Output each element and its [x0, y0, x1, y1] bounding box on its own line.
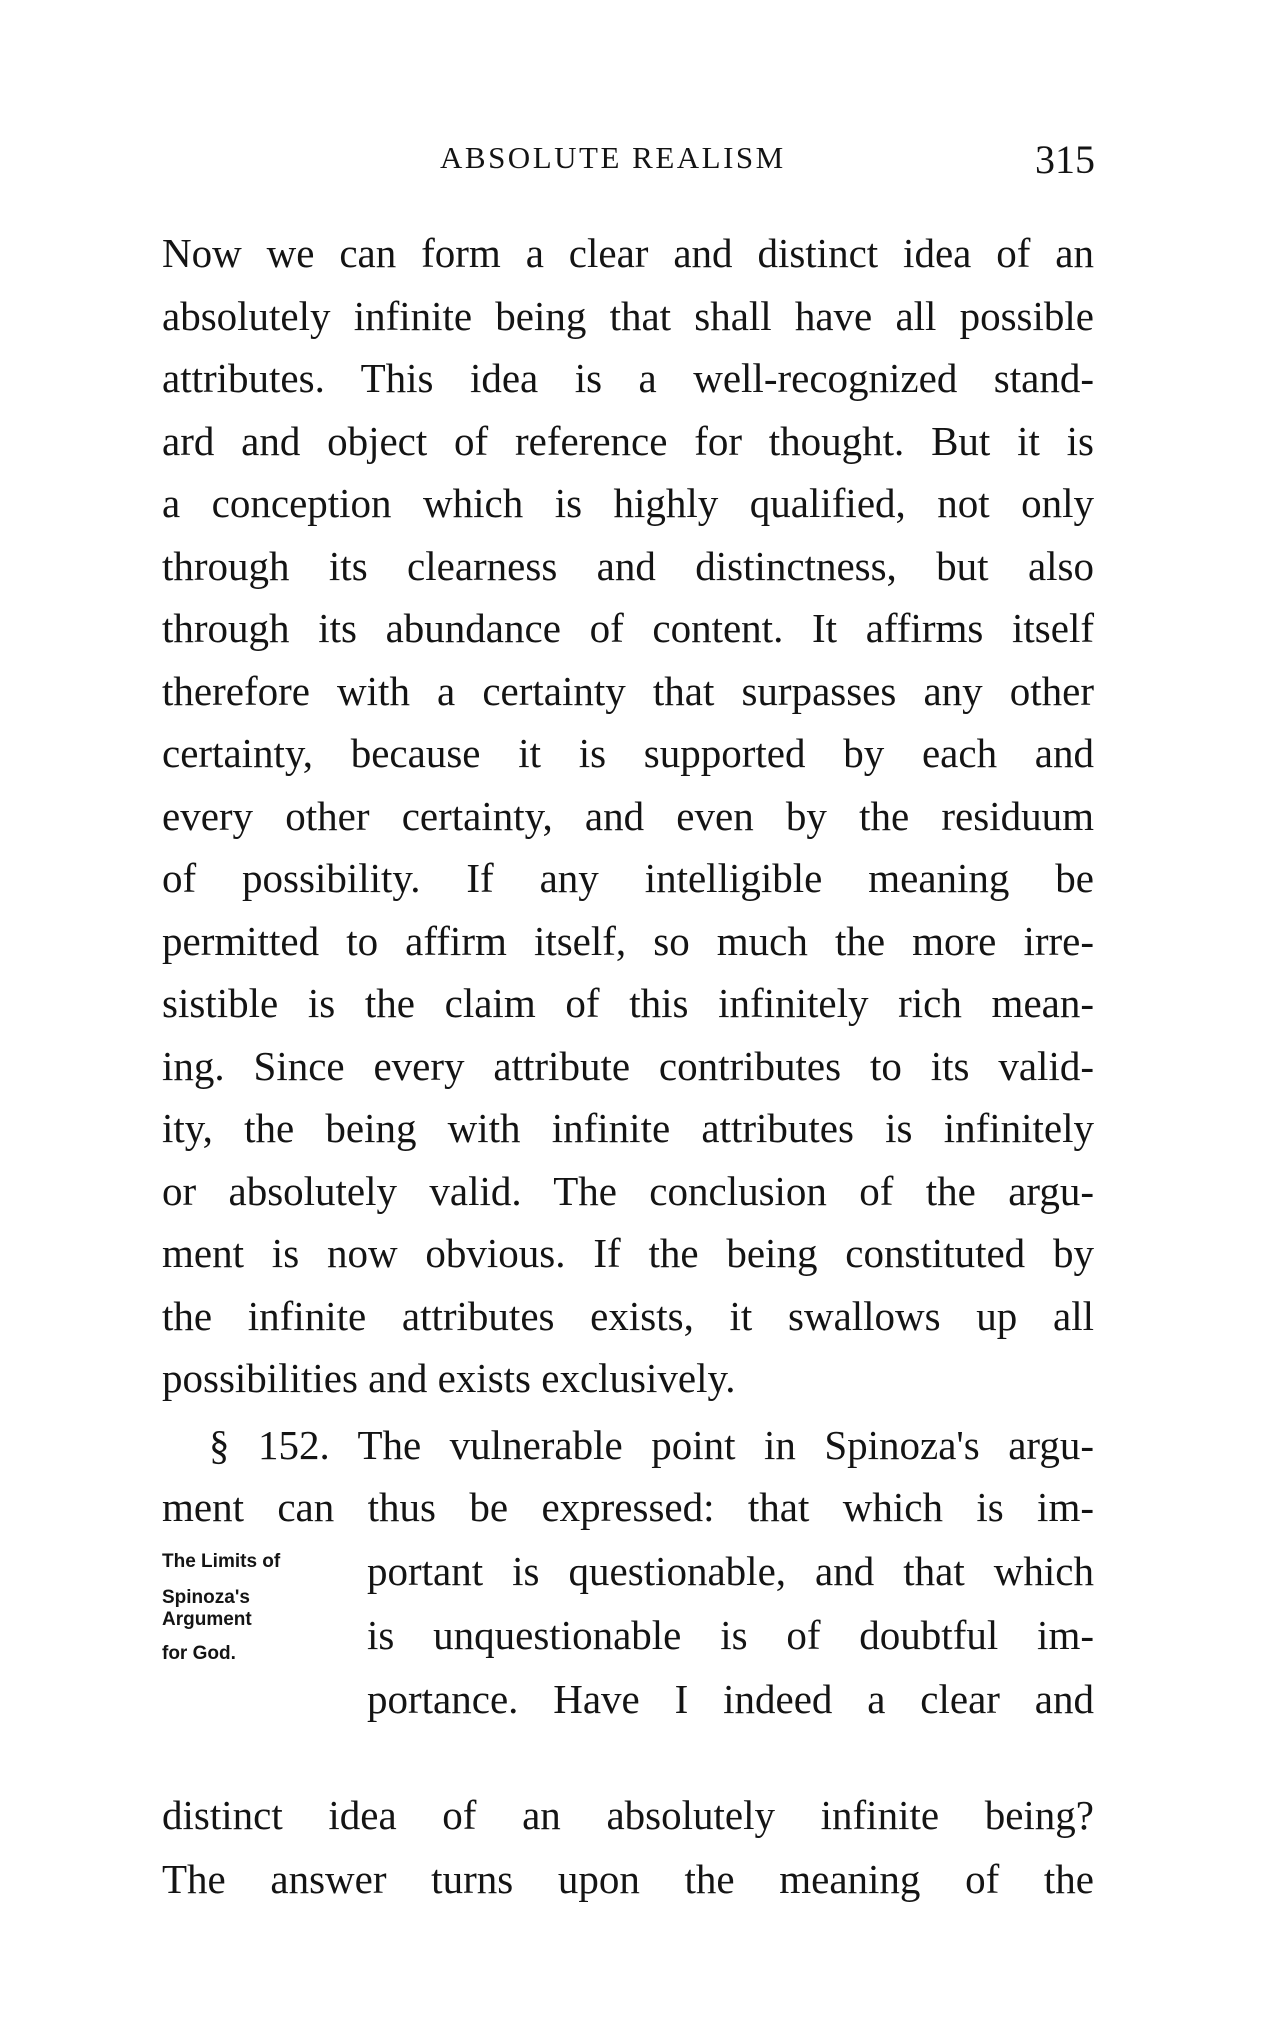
- text-line: ity, the being with infinite attributes is infinitely: [162, 1105, 1094, 1151]
- text-line: every other certainty, and even by the residuum: [162, 792, 1094, 839]
- text-line: The answer turns upon the meaning of the: [162, 1855, 1094, 1902]
- text-line: ment can thus be expressed: that which is im-: [162, 1484, 1094, 1530]
- text-line: a conception which is highly qualified, not only: [162, 480, 1094, 526]
- text-line: is unquestionable is of doubtful im-: [367, 1611, 1094, 1658]
- side-note-line: The Limits of: [162, 1550, 281, 1572]
- text-line: Now we can form a clear and distinct idea of an: [162, 230, 1094, 276]
- text-line: ard and object of reference for thought. But it is: [162, 417, 1094, 464]
- indented-lines: [367, 1539, 1094, 1731]
- side-note-line: Argument: [162, 1608, 252, 1630]
- text-line: ment is now obvious. If the being constituted by: [162, 1230, 1094, 1276]
- text-line: attributes. This idea is a well-recognized stand-: [162, 355, 1094, 401]
- side-note-line: Spinoza's: [162, 1586, 250, 1608]
- side-note-line: for God.: [162, 1642, 236, 1664]
- text-line: distinct idea of an absolutely infinite being?: [162, 1791, 1094, 1838]
- text-line: ing. Since every attribute contributes to its valid-: [162, 1042, 1094, 1089]
- text-line: of possibility. If any intelligible meaning be: [162, 855, 1094, 901]
- text-line: certainty, because it is supported by each and: [162, 730, 1094, 776]
- section-opening-line: § 152. The vulnerable point in Spinoza's argu-: [209, 1421, 1094, 1468]
- text-line: through its abundance of content. It affirms itself: [162, 605, 1094, 651]
- text-line: the infinite attributes exists, it swallows up all: [162, 1292, 1094, 1339]
- paragraph-2: [162, 1414, 1094, 1911]
- text-line: portance. Have I indeed a clear and: [367, 1675, 1094, 1722]
- text-line: therefore with a certainty that surpasses any other: [162, 667, 1094, 714]
- text-line: portant is questionable, and that which: [367, 1547, 1094, 1594]
- page-number: 315: [1035, 137, 1095, 182]
- running-title: ABSOLUTE REALISM: [440, 140, 786, 175]
- text-line: or absolutely valid. The conclusion of the argu-: [162, 1167, 1094, 1214]
- text-line: absolutely infinite being that shall have all possible: [162, 292, 1094, 339]
- side-note: [162, 1551, 352, 1665]
- paragraph-1: [162, 222, 1094, 1410]
- text-line: possibilities and exists exclusively.: [162, 1355, 736, 1401]
- text-line: sistible is the claim of this infinitely rich mean-: [162, 980, 1094, 1026]
- side-note-block: [162, 1539, 1094, 1783]
- text-line: through its clearness and distinctness, but also: [162, 542, 1094, 589]
- text-line: permitted to affirm itself, so much the more irre-: [162, 917, 1094, 964]
- tail-lines: [162, 1783, 1094, 1911]
- running-head: [160, 137, 1095, 200]
- body-text: [162, 222, 1094, 1911]
